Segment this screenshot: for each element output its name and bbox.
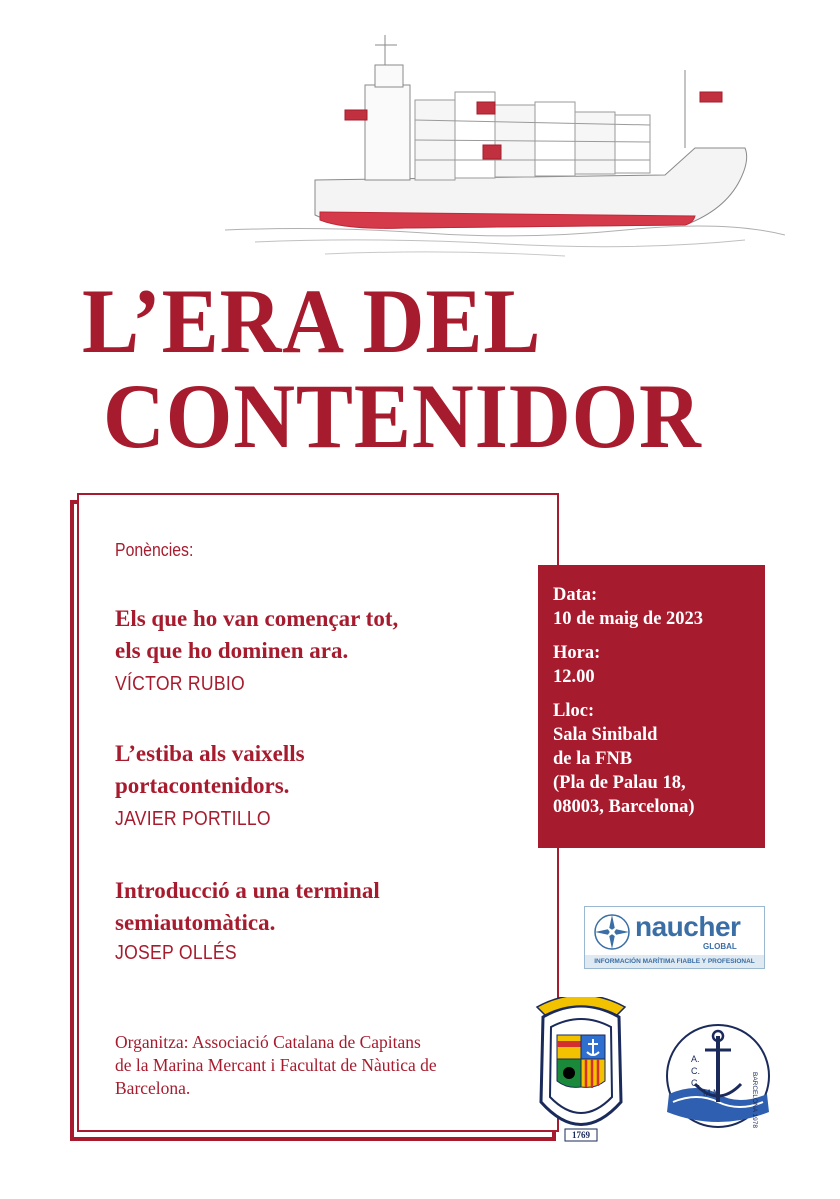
naucher-global-logo [584, 906, 765, 969]
organiser-note [115, 1031, 505, 1100]
svg-text:C.: C. [691, 1078, 700, 1088]
time-value: 12.00 [553, 667, 595, 687]
place-line-1: Sala Sinibald [553, 725, 658, 745]
organiser-line-1: Organitza: Associació Catalana de Capitans [115, 1032, 421, 1052]
date-value: 10 de maig de 2023 [553, 609, 704, 629]
poster-title-line-1: L’ERA DEL [82, 270, 542, 372]
facultat-nautica-seal [525, 997, 637, 1147]
date-label: Data: [553, 585, 598, 605]
accmm-anchor-logo [657, 1022, 779, 1130]
talk-1-speaker: VÍCTOR RUBIO [115, 673, 245, 695]
place-line-4: 08003, Barcelona) [553, 797, 695, 817]
talk-1-title-line-2: els que ho dominen ara. [115, 638, 349, 663]
organiser-line-3: Barcelona. [115, 1078, 191, 1098]
place-line-2: de la FNB [553, 749, 633, 769]
place-line-3: (Pla de Palau 18, [553, 773, 686, 793]
compass-rose-icon [593, 913, 631, 951]
container-ship-illustration [225, 30, 785, 270]
naucher-global-subtitle: GLOBAL [703, 942, 737, 951]
talk-2-speaker: JAVIER PORTILLO [115, 808, 271, 830]
svg-text:C.: C. [691, 1066, 700, 1076]
naucher-tagline: INFORMACIÓN MARÍTIMA FIABLE Y PROFESIONAL [585, 955, 764, 968]
talk-2-title-line-1: L’estiba als vaixells [115, 741, 305, 766]
event-info-box [538, 565, 765, 848]
svg-text:M.M.: M.M. [703, 1088, 723, 1098]
talks-heading: Ponències: [115, 540, 194, 560]
naucher-wordmark: naucher [635, 911, 741, 942]
talk-3-title-line-1: Introducció a una terminal [115, 878, 380, 903]
svg-text:A.: A. [691, 1054, 700, 1064]
talk-1-title-line-1: Els que ho van començar tot, [115, 606, 399, 631]
place-label: Lloc: [553, 701, 595, 721]
seal-year: 1769 [572, 1130, 590, 1140]
svg-text:BARCELONA 1978: BARCELONA 1978 [751, 1072, 758, 1129]
organiser-line-2: de la Marina Mercant i Facultat de Nàutica de [115, 1055, 437, 1075]
talk-2-title-line-2: portacontenidors. [115, 773, 290, 798]
poster-title-line-2: CONTENIDOR [103, 365, 702, 467]
time-label: Hora: [553, 643, 601, 663]
talk-3-title-line-2: semiautomàtica. [115, 910, 276, 935]
talk-3-speaker: JOSEP OLLÉS [115, 942, 237, 964]
